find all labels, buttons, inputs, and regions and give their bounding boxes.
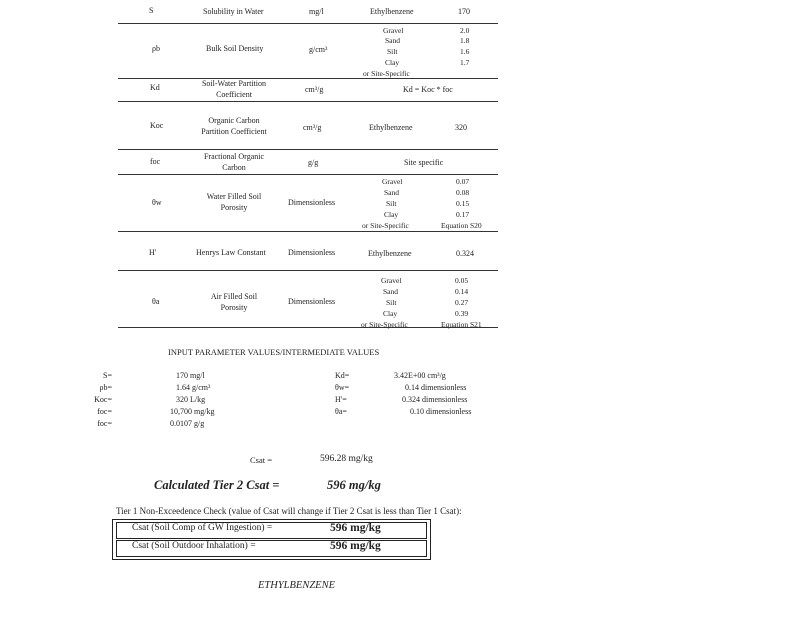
- row-symbol: ρb: [152, 44, 160, 53]
- value: 0.05: [455, 276, 469, 285]
- row-parameter: Solubility in Water: [203, 7, 264, 16]
- input-value: 0.0107 g/g: [170, 419, 205, 428]
- value-label: Clay: [384, 210, 399, 219]
- row-value-label: Ethylbenzene: [370, 7, 414, 16]
- row-symbol: H': [149, 248, 157, 257]
- row-parameter: Coefficient: [216, 90, 252, 99]
- row-parameter: Fractional Organic: [203, 152, 265, 161]
- input-value: 1.64 g/cm³: [176, 383, 211, 392]
- row-units: cm³/g: [305, 85, 324, 94]
- row-divider: [118, 149, 498, 150]
- row-parameter: Bulk Soil Density: [206, 44, 264, 53]
- input-label: S=: [103, 371, 112, 380]
- value: 1.8: [460, 36, 470, 45]
- input-label: Kd=: [335, 371, 350, 380]
- row-value-label: Site specific: [404, 158, 444, 167]
- value: 0.07: [456, 177, 470, 186]
- row-parameter: Henrys Law Constant: [196, 248, 266, 257]
- value-label: Sand: [385, 36, 400, 45]
- row-symbol: Kd: [150, 83, 160, 92]
- input-value: 0.10 dimensionless: [410, 407, 472, 416]
- row-value: 170: [458, 7, 470, 16]
- row-parameter: Soil-Water Partition: [201, 79, 266, 88]
- value-label: Gravel: [382, 177, 403, 186]
- check-description: Tier 1 Non-Exceedence Check (value of Csat will change if Tier 2 Csat is less than Tier 1 Csat):: [116, 506, 462, 516]
- value: Equation S20: [441, 221, 482, 230]
- value-label: Clay: [385, 58, 400, 67]
- input-value: 10,700 mg/kg: [170, 407, 215, 416]
- row-symbol: θw: [152, 198, 162, 207]
- input-label: θa=: [335, 407, 347, 416]
- value-label: Silt: [386, 298, 397, 307]
- row-value-label: Ethylbenzene: [369, 123, 413, 132]
- row-divider: [118, 101, 498, 102]
- value: 2.0: [460, 26, 470, 35]
- row-parameter: Air Filled Soil: [210, 292, 258, 301]
- value: 0.17: [456, 210, 470, 219]
- value: 1.7: [460, 58, 470, 67]
- csat-label: Csat =: [250, 455, 273, 465]
- check-line-value: 596 mg/kg: [330, 540, 381, 552]
- value-label: or Site-Specific: [361, 320, 408, 329]
- row-parameter: Organic Carbon: [208, 116, 260, 125]
- row-symbol: S: [149, 6, 154, 15]
- input-label: ρb=: [99, 383, 112, 392]
- row-units: cm³/g: [303, 123, 322, 132]
- row-value: 0.324: [456, 249, 474, 258]
- row-parameter: Porosity: [220, 203, 248, 212]
- input-value: 170 mg/l: [176, 371, 205, 380]
- input-label: Koc=: [94, 395, 112, 404]
- input-label: θw=: [335, 383, 350, 392]
- row-parameter: Partition Coefficient: [201, 127, 267, 136]
- row-divider: [118, 327, 498, 328]
- input-value: 3.42E+00 cm³/g: [394, 371, 446, 380]
- input-label: foc=: [97, 407, 112, 416]
- row-value-label: Ethylbenzene: [368, 249, 412, 258]
- calculated-tier2-label: Calculated Tier 2 Csat =: [154, 478, 280, 492]
- chemical-name: ETHYLBENZENE: [258, 580, 336, 591]
- value-label: Clay: [383, 309, 398, 318]
- row-symbol: foc: [150, 157, 161, 166]
- value-label: or Site-Specific: [362, 221, 409, 230]
- row-units: g/g: [308, 158, 319, 167]
- row-divider: [118, 270, 498, 271]
- check-line-label: Csat (Soil Comp of GW Ingestion) =: [132, 523, 273, 533]
- value-label: Silt: [386, 199, 397, 208]
- row-value: 320: [455, 123, 467, 132]
- value: 0.27: [455, 298, 469, 307]
- row-units: Dimensionless: [288, 198, 336, 207]
- check-line-label: Csat (Soil Outdoor Inhalation) =: [132, 541, 256, 551]
- row-divider: [118, 23, 498, 24]
- row-divider: [118, 78, 498, 79]
- value-label: Gravel: [381, 276, 402, 285]
- csat-value: 596.28 mg/kg: [320, 454, 373, 464]
- value-label: Silt: [387, 47, 398, 56]
- row-parameter: Porosity: [220, 303, 248, 312]
- input-label: foc=: [97, 419, 112, 428]
- row-units: Dimensionless: [288, 248, 336, 257]
- row-divider: [118, 174, 498, 175]
- row-parameter: Carbon: [222, 163, 246, 172]
- value: 1.6: [460, 47, 470, 56]
- row-value-label: Kd = Koc * foc: [403, 85, 453, 94]
- row-units: Dimensionless: [288, 297, 336, 306]
- row-symbol: Koc: [150, 121, 164, 130]
- input-label: H'=: [335, 395, 347, 404]
- value: 0.14: [455, 287, 469, 296]
- value-label: Gravel: [383, 26, 404, 35]
- calculated-tier2-value: 596 mg/kg: [327, 478, 381, 492]
- check-line-value: 596 mg/kg: [330, 522, 381, 534]
- input-value: 320 L/kg: [176, 395, 206, 404]
- value: 0.39: [455, 309, 469, 318]
- value-label: Sand: [384, 188, 399, 197]
- value: 0.08: [456, 188, 470, 197]
- section-heading: INPUT PARAMETER VALUES/INTERMEDIATE VALUES: [168, 347, 380, 357]
- value-label: Sand: [383, 287, 398, 296]
- value: 0.15: [456, 199, 470, 208]
- input-value: 0.14 dimensionless: [405, 383, 467, 392]
- row-symbol: θa: [152, 297, 160, 306]
- row-units: mg/l: [309, 7, 324, 16]
- value-label: or Site-Specific: [363, 69, 410, 78]
- row-divider: [118, 231, 498, 232]
- row-parameter: Water Filled Soil: [206, 192, 262, 201]
- row-units: g/cm³: [309, 45, 328, 54]
- input-value: 0.324 dimensionless: [402, 395, 468, 404]
- value: Equation S21: [441, 320, 482, 329]
